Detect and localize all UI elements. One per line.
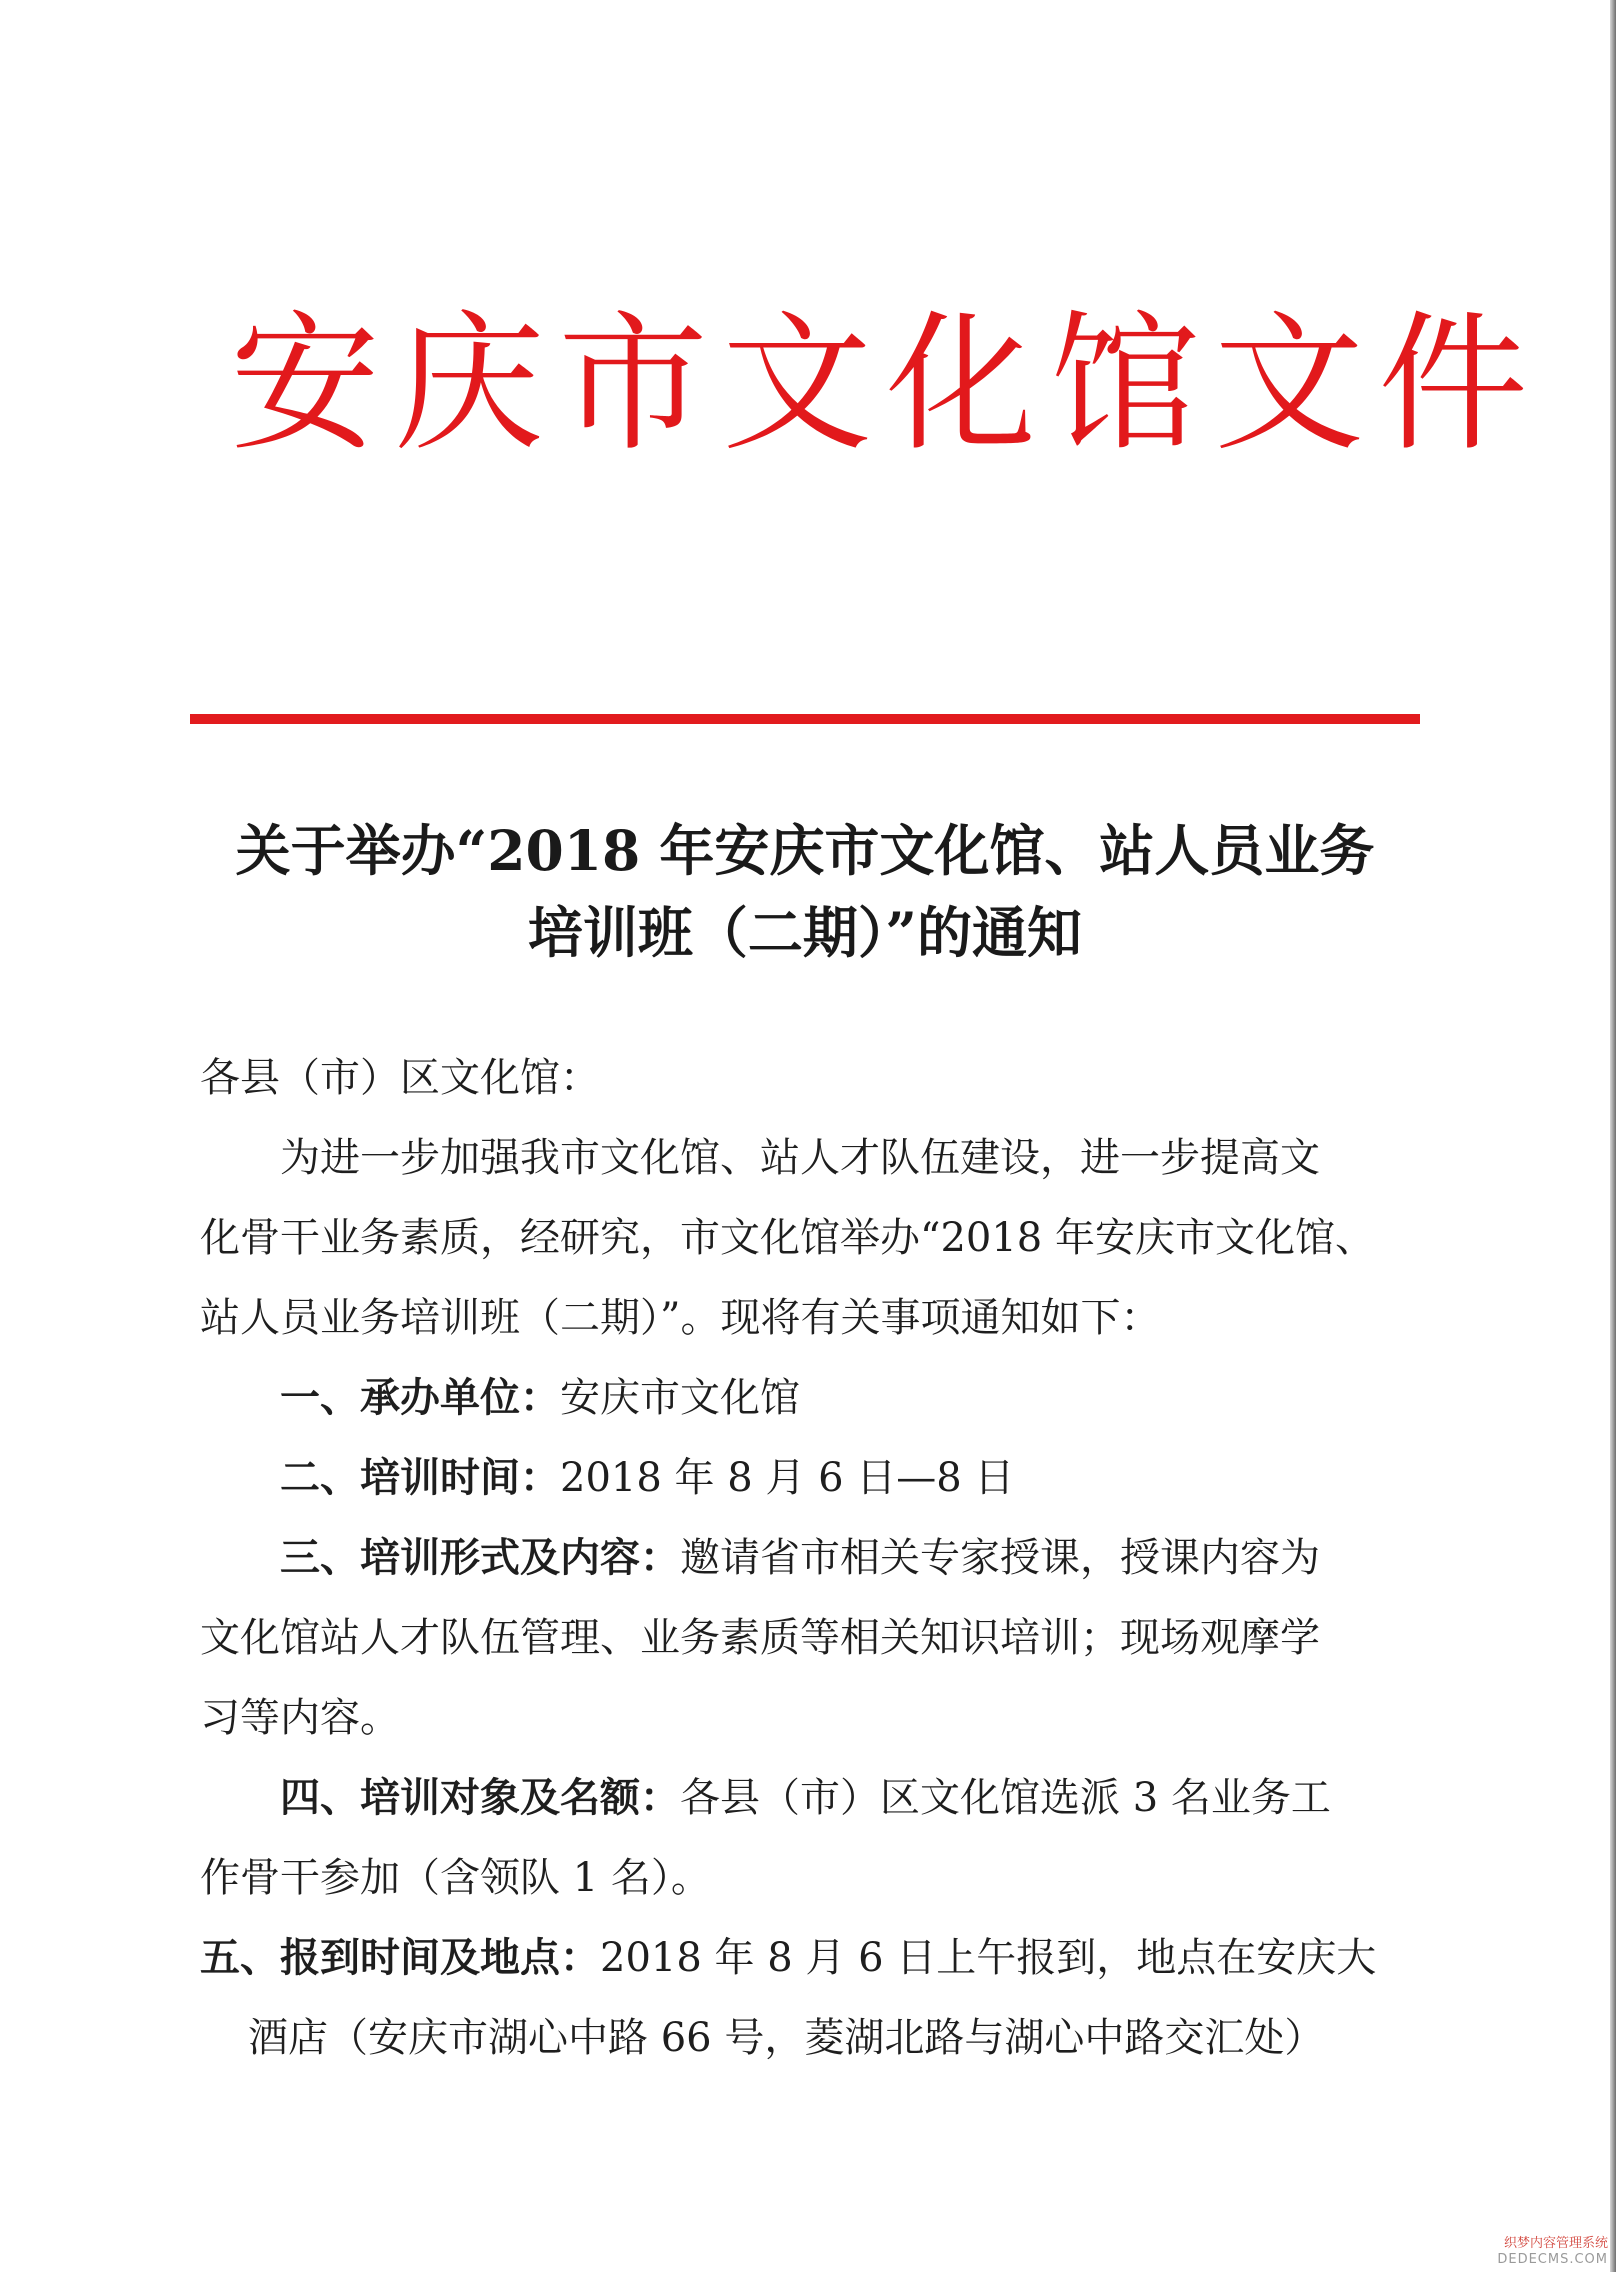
item-registration-label: 五、报到时间及地点：: [200, 1934, 600, 1981]
item-participants: [280, 1768, 1331, 1828]
salutation: 各县（市）区文化馆：: [200, 1055, 600, 1101]
item-format-content-text-1: 邀请省市相关专家授课，授课内容为: [680, 1535, 1320, 1581]
intro-line-1: 为进一步加强我市文化馆、站人才队伍建设，进一步提高文: [280, 1135, 1320, 1181]
item-registration-text-1: 2018 年 8 月 6 日上午报到，地点在安庆大: [600, 1935, 1377, 1981]
notice-title: [190, 810, 1420, 974]
watermark-line-1: 织梦内容管理系统: [1503, 2236, 1608, 2251]
item-training-time-label: 二、培训时间：: [280, 1454, 560, 1501]
document-header-title: 安庆市文化馆文件: [230, 298, 1543, 472]
notice-title-line-1: 关于举办“2018 年安庆市文化馆、站人员业务: [235, 818, 1375, 883]
item-format-content: [280, 1528, 1320, 1588]
item-format-content-label: 三、培训形式及内容：: [280, 1534, 680, 1581]
header-red-rule: [190, 714, 1420, 724]
intro-line-3: 站人员业务培训班（二期）”。现将有关事项通知如下：: [200, 1295, 1161, 1341]
watermark-line-2: DEDECMS.COM: [1497, 2252, 1608, 2267]
notice-title-line-2: 培训班（二期）”的通知: [527, 900, 1083, 965]
item-organizer-text: 安庆市文化馆: [560, 1375, 800, 1421]
item-participants-label: 四、培训对象及名额：: [280, 1774, 680, 1821]
item-training-time-text: 2018 年 8 月 6 日—8 日: [560, 1455, 1015, 1501]
item-training-time: [280, 1448, 1014, 1508]
item-format-content-text-3: 习等内容。: [200, 1695, 400, 1741]
item-participants-text-1: 各县（市）区文化馆选派 3 名业务工: [680, 1775, 1331, 1821]
scanned-page-edge: [1610, 0, 1616, 2272]
item-registration: [200, 1928, 1376, 1988]
item-registration-text-2: 酒店（安庆市湖心中路 66 号，菱湖北路与湖心中路交汇处）: [248, 2015, 1325, 2061]
item-organizer-label: 一、承办单位：: [280, 1374, 560, 1421]
item-format-content-text-2: 文化馆站人才队伍管理、业务素质等相关知识培训；现场观摩学: [200, 1615, 1320, 1661]
item-participants-text-2: 作骨干参加（含领队 1 名）。: [200, 1855, 711, 1901]
intro-line-2: 化骨干业务素质，经研究，市文化馆举办“2018 年安庆市文化馆、: [200, 1215, 1375, 1261]
item-organizer: [280, 1368, 800, 1428]
site-watermark: [1497, 2236, 1608, 2268]
